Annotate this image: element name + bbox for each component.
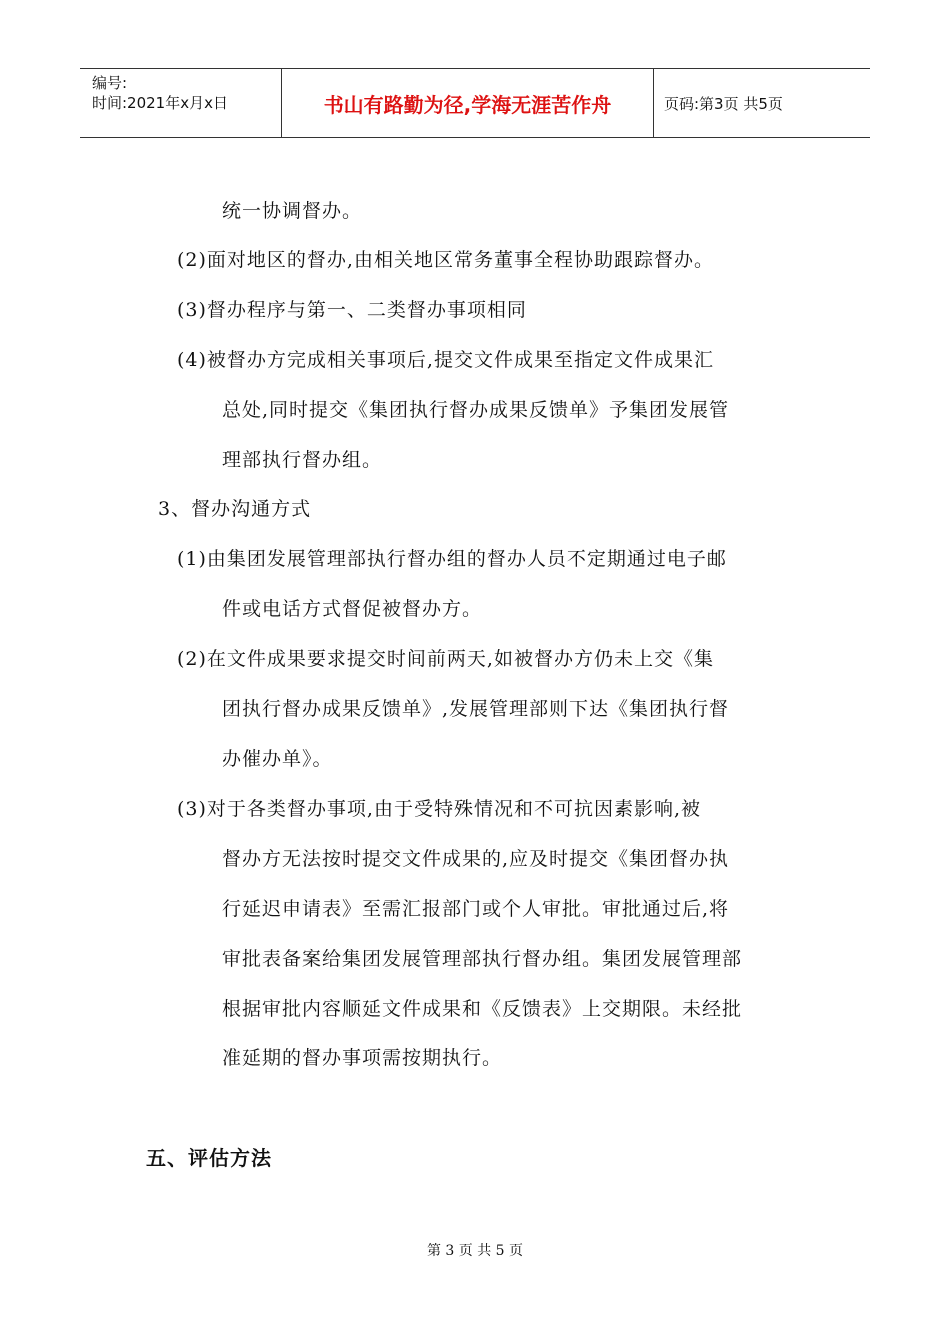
header-page-info: 页码:第3页 共5页 (664, 94, 783, 113)
section-title: 五、评估方法 (146, 1146, 272, 1170)
body-line: 督办方无法按时提交文件成果的,应及时提交《集团督办执 (222, 848, 730, 870)
body-line: (2)在文件成果要求提交时间前两天,如被督办方仍未上交《集 (177, 648, 714, 670)
body-line: 团执行督办成果反馈单》,发展管理部则下达《集团执行督 (222, 698, 730, 720)
document-number: 编号: (92, 74, 128, 92)
page-footer: 第 3 页 共 5 页 (426, 1243, 524, 1259)
body-line: 行延迟申请表》至需汇报部门或个人审批。审批通过后,将 (222, 898, 730, 920)
body-line: (3)对于各类督办事项,由于受特殊情况和不可抗因素影响,被 (177, 798, 701, 820)
body-line: (3)督办程序与第一、二类督办事项相同 (177, 299, 527, 321)
body-line: 根据审批内容顺延文件成果和《反馈表》上交期限。未经批 (222, 998, 743, 1020)
body-line: 件或电话方式督促被督办方。 (222, 598, 483, 620)
header-motto: 书山有路勤为径,学海无涯苦作舟 (282, 69, 654, 137)
body-line: 理部执行督办组。 (222, 449, 383, 471)
header-meta (80, 69, 282, 137)
body-line: 办催办单》。 (222, 748, 333, 770)
body-line: 准延期的督办事项需按期执行。 (222, 1047, 503, 1069)
body-line: (2)面对地区的督办,由相关地区常务董事全程协助跟踪督办。 (177, 249, 714, 271)
body-line: 总处,同时提交《集团执行督办成果反馈单》予集团发展管 (222, 399, 730, 421)
body-line: 统一协调督办。 (222, 200, 363, 222)
body-line: 审批表备案给集团发展管理部执行督办组。集团发展管理部 (222, 948, 743, 970)
document-time: 时间:2021年x月x日 (92, 94, 228, 112)
body-line: (1)由集团发展管理部执行督办组的督办人员不定期通过电子邮 (177, 548, 727, 570)
body-line: 3、督办沟通方式 (158, 498, 312, 520)
page-header (80, 68, 870, 138)
body-line: (4)被督办方完成相关事项后,提交文件成果至指定文件成果汇 (177, 349, 714, 371)
